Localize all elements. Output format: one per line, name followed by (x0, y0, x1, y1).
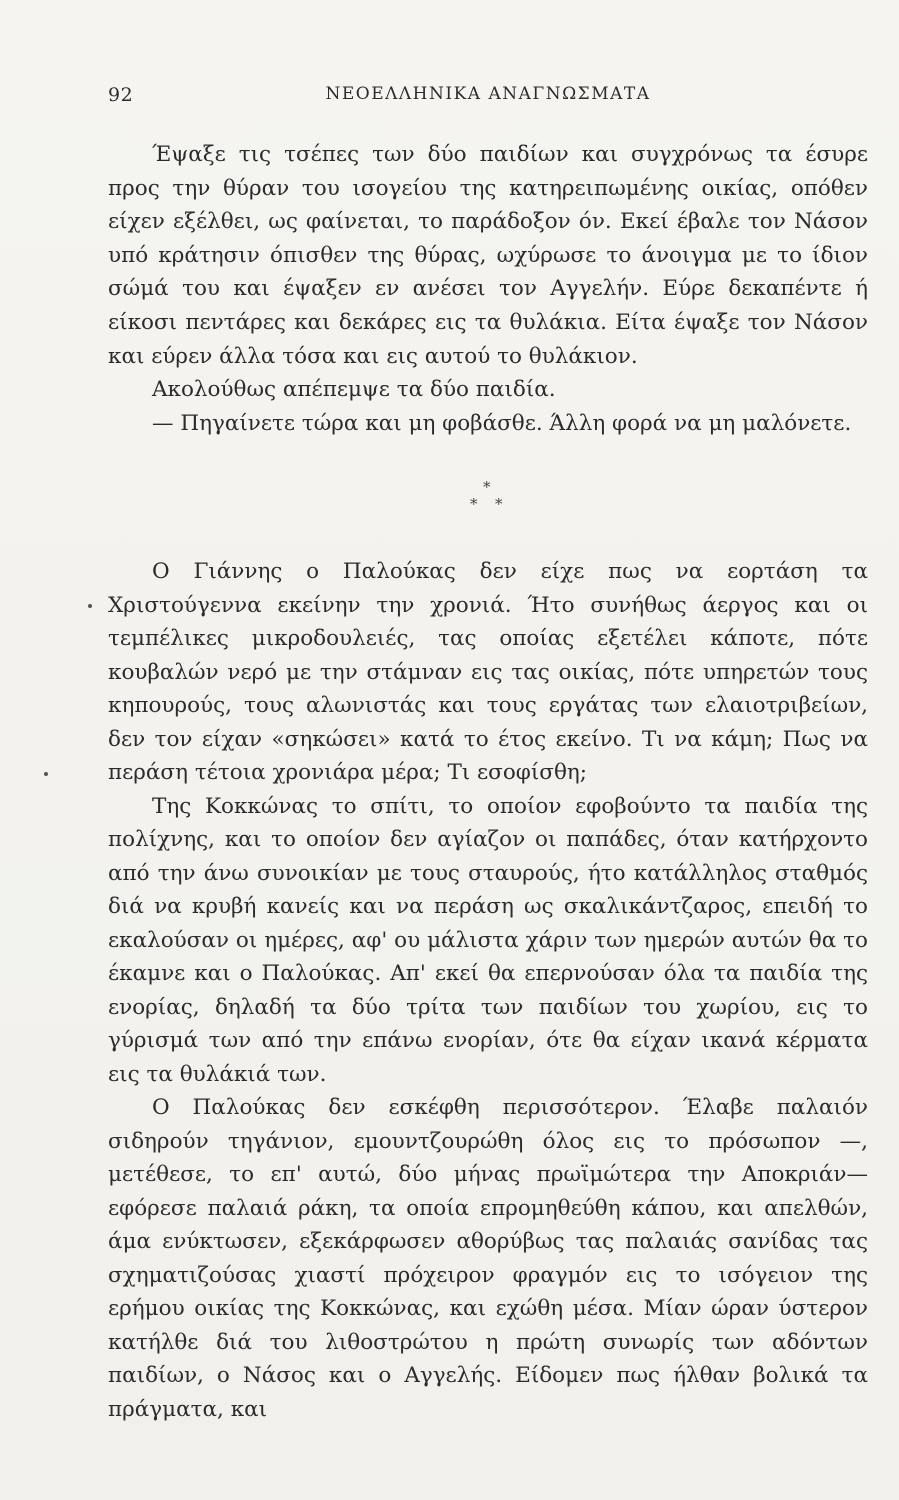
section-one (108, 138, 868, 440)
section-two (108, 555, 868, 1426)
margin-dot (44, 772, 48, 776)
paragraph: Έψαξε τις τσέπες των δύο παιδίων και συγχρόνως τα έσυρε προς την θύραν του ισογείου της κατηρειπωμένης οικίας, οπόθεν είχεν εξέλθει, ως φαίνεται, το παράδοξον όν. Εκεί έβαλε τον Νάσον υπό κράτησιν όπισθεν της θύρας, ωχύρωσε το άνοιγμα με το ίδιον σώμά του και έψαξεν εν ανέσει τον Αγγελήν. Εύρε δεκαπέντε ή είκοσι πεντάρες και δεκάρες εις τα θυλάκια. Είτα έψαξε τον Νάσον και εύρεν άλλα τόσα και εις αυτού το θυλάκιον. (108, 142, 868, 369)
margin-dot (88, 604, 92, 608)
paragraph: Ο Παλούκας δεν εσκέφθη περισσότερον. Έλαβε παλαιόν σιδηρούν τηγάνιον, εμουντζουρώθη όλος εις το πρόσωπον —, μετέθεσε, το επ' αυτώ, δύο μήνας πρωϊμώτερα την Αποκριάν— εφόρεσε παλαιά ράκη, τα οποία επρομηθεύθη κάπου, και απελθών, άμα ενύκτωσεν, εξεκάρφωσεν αθορύβως τας παλαιάς σανίδας τας σχηματιζούσας χιαστί πρόχειρον φραγμόν εις το ισόγειον της ερήμου οικίας της Κοκκώνας, και εχώθη μέσα. Μίαν ώραν ύστερον κατήλθε διά του λιθοστρώτου η πρώτη συνωρίς των αδόντων παιδίων, ο Νάσος και ο Αγγελής. Είδομεν πως ήλθαν βολικά τα πράγματα, και (108, 1095, 868, 1422)
section-separator (0, 478, 899, 528)
page-number: 92 (108, 84, 134, 106)
asterisk-mark: * (483, 478, 491, 496)
paragraph: Ακολούθως απέπεμψε τα δύο παιδία. (152, 377, 556, 403)
asterisk-mark: * (495, 495, 503, 513)
page-header (108, 84, 868, 116)
running-head: ΝΕΟΕΛΛΗΝΙΚΑ ΑΝΑΓΝΩΣΜΑΤΑ (325, 84, 651, 104)
asterisk-mark: * (470, 495, 478, 513)
paragraph: Ο Γιάννης ο Παλούκας δεν είχε πως να εορτάση τα Χριστούγεννα εκείνην την χρονιά. Ήτο συνήθως άεργος και οι τεμπέλικες μικροδουλειές, τας οποίας εξετέλει κάποτε, πότε κουβαλών νερό με την στάμναν εις τας οικίας, πότε υπηρετών τους κηπουρούς, τους αλωνιστάς και τους εργάτας των ελαιοτριβείων, δεν τον είχαν «σηκώσει» κατά το έτος εκείνο. Τι να κάμη; Πως να περάση τέτοια χρονιάρα μέρα; Τι εσοφίσθη; (108, 559, 868, 785)
dialogue-line: — Πηγαίνετε τώρα και μη φοβάσθε. Άλλη φορά να μη μαλόνετε. (152, 410, 852, 436)
paragraph: Της Κοκκώνας το σπίτι, το οποίον εφοβούντο τα παιδία της πολίχνης, και το οποίον δεν αγίαζον οι παπάδες, όταν κατήρχοντο από την άνω συνοικίαν με τους σταυρούς, ήτο κατάλληλος σταθμός διά να κρυβή κανείς και να περάση ως σκαλικάντζαρος, επειδή το εκαλούσαν οι ημέρες, αφ' ου μάλιστα χάριν των ημερών αυτών θα το έκαμνε και ο Παλούκας. Απ' εκεί θα επερνούσαν όλα τα παιδία της ενορίας, δηλαδή τα δύο τρίτα των παιδίων του χωρίου, εις το γύρισμά των από την επάνω ενορίαν, ότε θα είχαν ικανά κέρματα εις τα θυλάκιά των. (108, 793, 868, 1087)
